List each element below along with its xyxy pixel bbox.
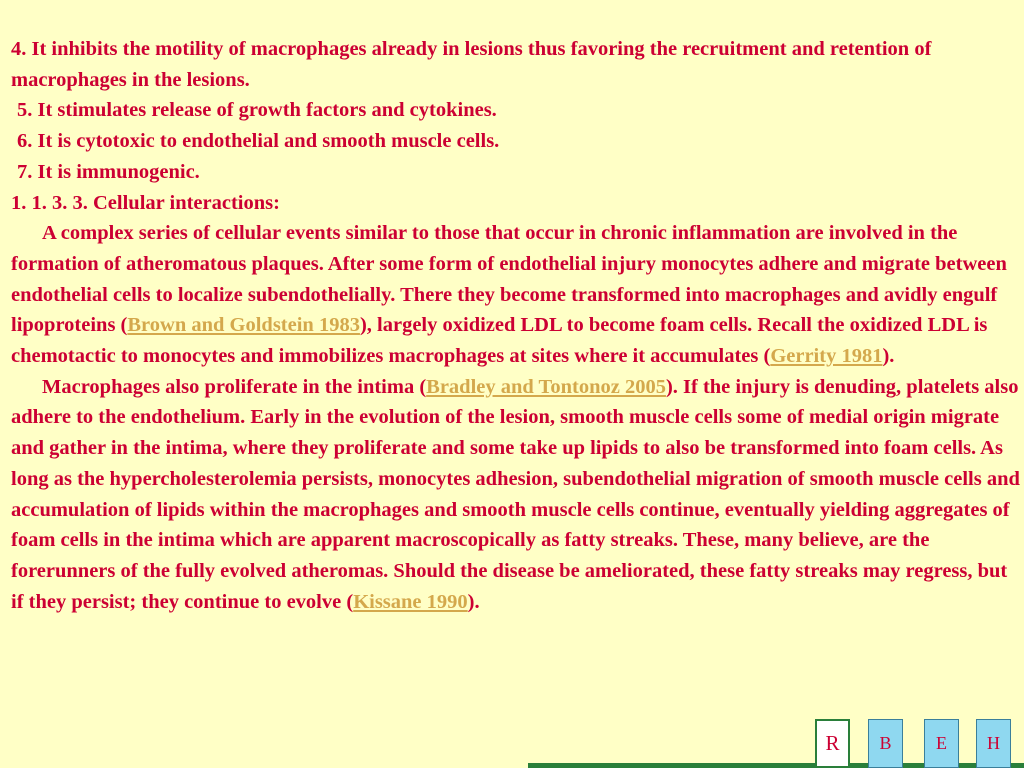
reference-link-brown-goldstein[interactable]: Brown and Goldstein 1983: [127, 314, 360, 337]
nav-button-h[interactable]: H: [976, 719, 1011, 768]
paragraph-text: A complex series of cellular events similar to those that occur in chronic inflammation are involved in the formation of atheromatous plaques. After some form of endothelial injury monocytes adhere and migrate between endothelial cells to localize subendothelially. There they become transformed into macrophages and avidly engulf lipoproteins (: [11, 222, 1007, 337]
reference-link-kissane[interactable]: Kissane 1990: [353, 590, 468, 613]
point-7: 7. It is immunogenic.: [17, 160, 200, 183]
point-6: 6. It is cytotoxic to endothelial and smooth muscle cells.: [17, 130, 500, 153]
point-5: 5. It stimulates release of growth factors and cytokines.: [17, 99, 497, 122]
document-body: [11, 34, 1021, 617]
nav-button-e[interactable]: E: [924, 719, 959, 768]
paragraph-text: ).: [882, 345, 895, 368]
section-heading: 1. 1. 3. 3. Cellular interactions:: [11, 191, 280, 214]
nav-button-r[interactable]: R: [815, 719, 850, 768]
paragraph-text: ).: [467, 590, 480, 613]
paragraph-cellular-events: [11, 218, 1021, 372]
reference-link-gerrity[interactable]: Gerrity 1981: [770, 345, 883, 368]
paragraph-text: ). If the injury is denuding, platelets also adhere to the endothelium. Early in the evolution of the lesion, smooth muscle cells some of medial origin migrate and gather in the intima, where they proliferate and some take up lipids to also be transformed into foam cells. As long as the hypercholesterolemia persists, monocytes adhesion, subendothelial migration of smooth muscle cells and accumulation of lipids within the macrophages and smooth muscle cells continue, eventually yielding aggregates of foam cells in the intima which are apparent macroscopically as fatty streaks. These, many believe, are the forerunners of the fully evolved atheromas. Should the disease be ameliorated, these fatty streaks may regress, but if they persist; they continue to evolve (: [11, 375, 1020, 613]
reference-link-bradley-tontonoz[interactable]: Bradley and Tontonoz 2005: [426, 375, 666, 398]
paragraph-text: Macrophages also proliferate in the intima (: [42, 375, 427, 398]
paragraph-macrophages: [11, 372, 1021, 618]
point-4: 4. It inhibits the motility of macrophages already in lesions thus favoring the recruitment and retention of macrophages in the lesions.: [11, 38, 932, 91]
paragraph-text: ), largely oxidized LDL to become foam cells. Recall the oxidized LDL is chemotactic to monocytes and immobilizes macrophages at sites where it accumulates (: [11, 314, 988, 368]
nav-button-b[interactable]: B: [868, 719, 903, 768]
